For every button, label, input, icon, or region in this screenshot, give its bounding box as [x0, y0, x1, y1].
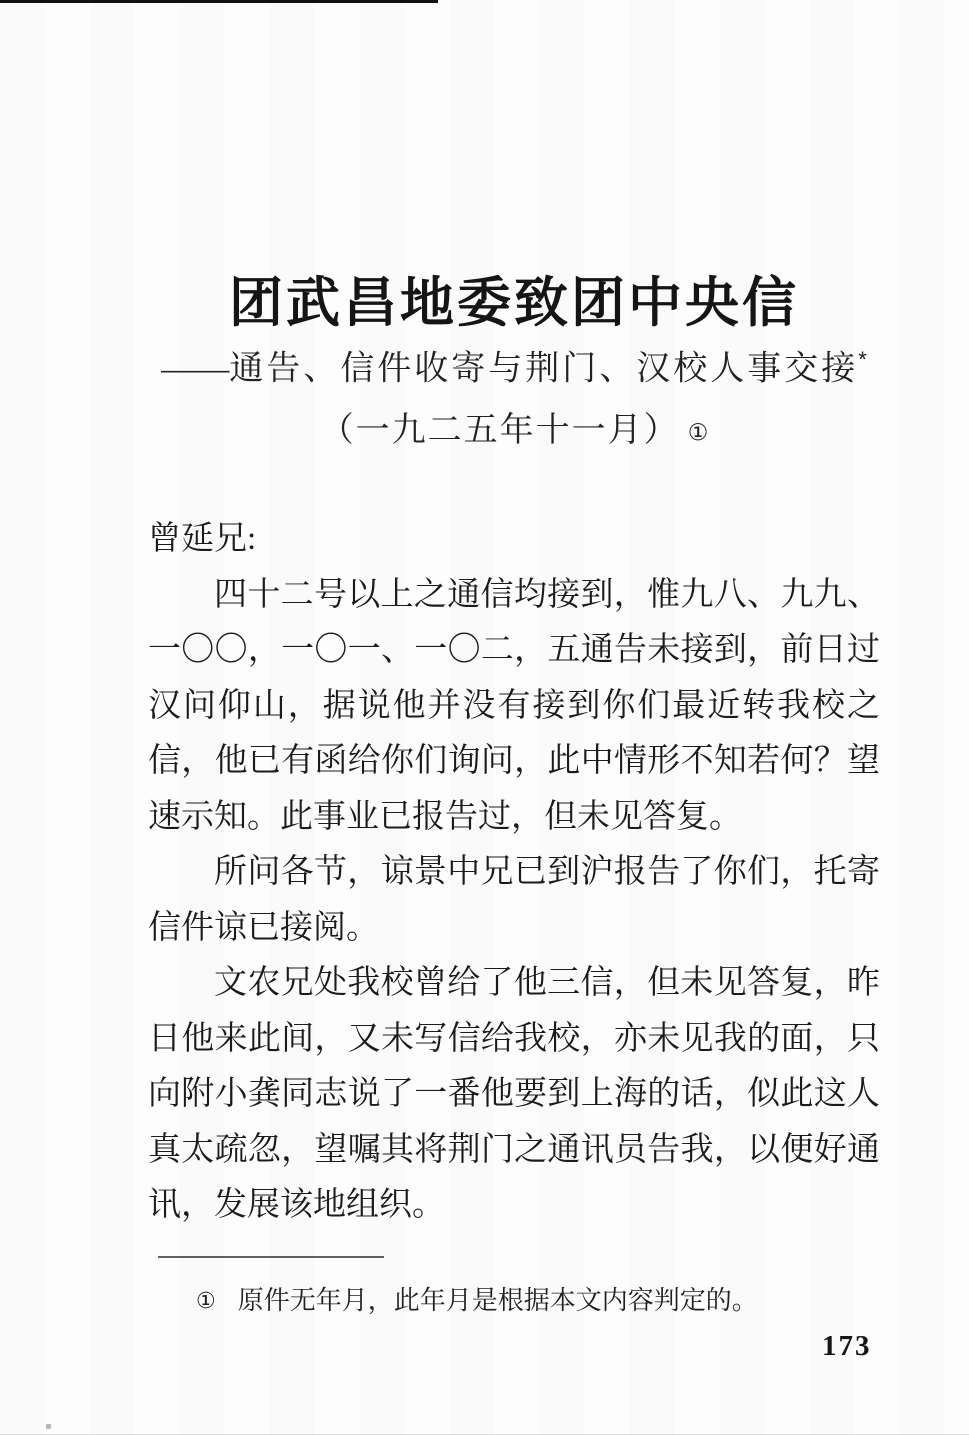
subtitle-text: 通告、信件收寄与荆门、汉校人事交接 [229, 350, 859, 388]
footnote-divider [158, 1256, 384, 1258]
body-line: 一〇〇，一〇一、一〇二，五通告未接到，前日过 [148, 632, 880, 668]
body-line: 所问各节，谅景中兄已到沪报告了你们，托寄 [214, 854, 880, 890]
body-line: 日他来此间，又未写信给我校，亦未见我的面，只 [148, 1020, 880, 1057]
body-line: 文农兄处我校曾给了他三信，但未见答复，昨 [214, 965, 880, 1001]
page-number: 173 [822, 1330, 872, 1362]
subtitle-dash: —— [161, 350, 230, 388]
date-text: （一九二五年十一月） [319, 412, 680, 449]
scan-artifact-speck [46, 1424, 51, 1429]
document-title: 团武昌地委致团中央信 [229, 273, 799, 334]
salutation-line: 曾延兄: [148, 521, 257, 557]
footnote-text: 原件无年月，此年月是根据本文内容判定的。 [237, 1286, 758, 1315]
body-line: 信件谅已接阅。 [148, 909, 379, 946]
document-subtitle [148, 338, 880, 391]
footnote-marker-icon: ① [196, 1289, 216, 1314]
footnote-marker-icon: ① [687, 420, 709, 446]
body-line: 讯，发展该地组织。 [148, 1187, 445, 1223]
document-date-line [148, 408, 880, 456]
body-line: 真太疏忽，望嘱其将荆门之通讯员告我，以便好通 [148, 1131, 880, 1168]
letter-body [148, 512, 880, 1234]
body-line: 四十二号以上之通信均接到，惟九八、九九、 [214, 576, 880, 613]
body-line: 信，他已有函给你们询问，此中情形不知若何？望 [148, 743, 880, 779]
scan-artifact-top-bar [0, 0, 438, 3]
body-line: 速示知。此事业已报告过，但未见答复。 [148, 798, 742, 835]
body-line: 向附小龚同志说了一番他要到上海的话，似此这人 [148, 1076, 880, 1112]
footnote [196, 1284, 856, 1319]
subtitle-asterisk: * [858, 347, 867, 372]
body-line: 汉问仰山，据说他并没有接到你们最近转我校之 [148, 687, 880, 724]
